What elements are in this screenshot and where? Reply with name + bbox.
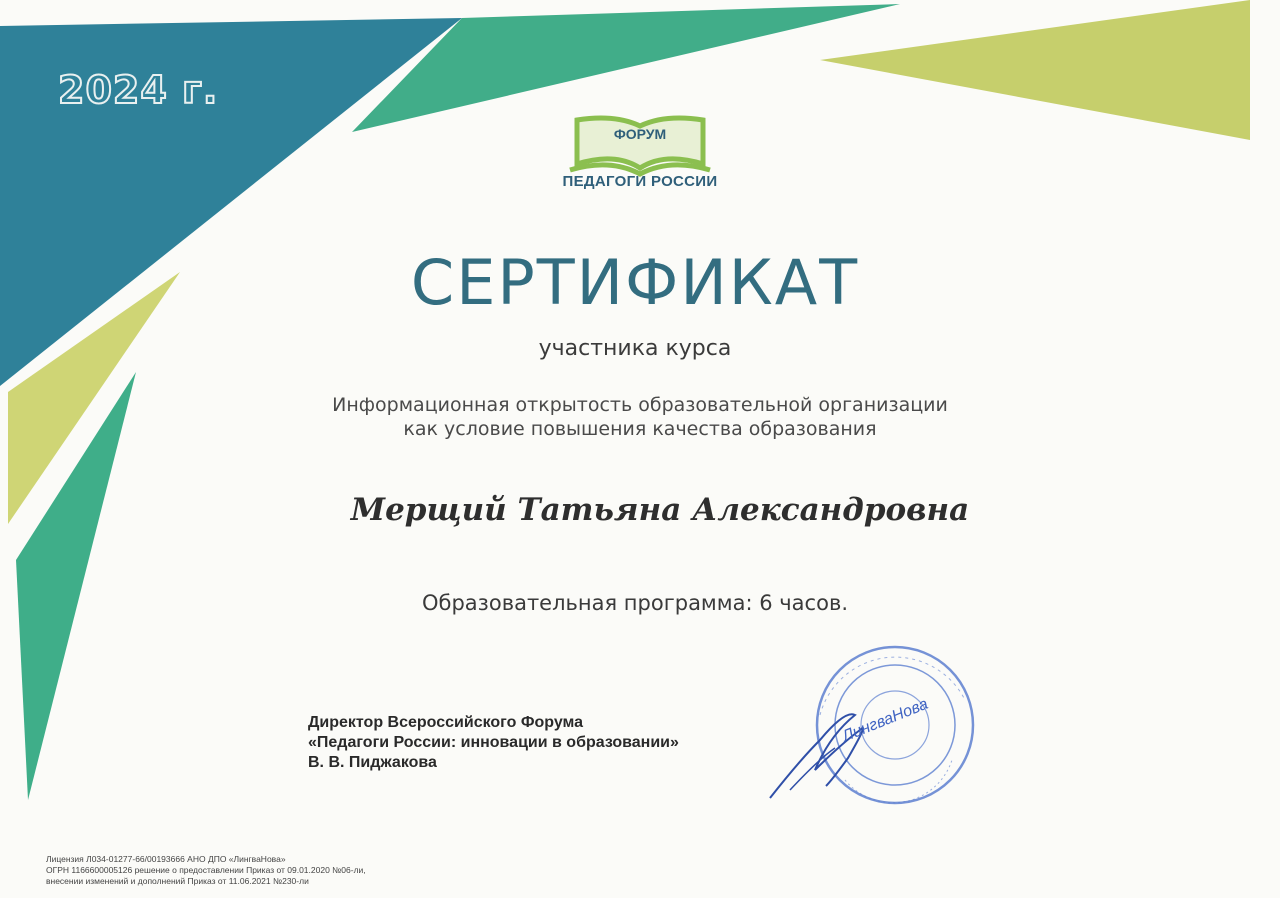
certificate-subtitle: участника курса [538, 336, 732, 361]
license-line: Лицензия Л034-01277-66/00193666 АНО ДПО «ЛингваНова» [46, 854, 286, 864]
certificate-title: СЕРТИФИКАТ [410, 246, 860, 319]
director-line: Директор Всероссийского Форума [308, 714, 584, 731]
year-label: 2024 г. [58, 68, 219, 112]
director-name: В. В. Пиджакова [308, 754, 437, 771]
director-line: «Педагоги России: инновации в образовании» [308, 734, 679, 751]
logo-top-text: ФОРУМ [613, 126, 667, 142]
recipient-name: Мерщий Татьяна Александровна [350, 492, 970, 528]
course-line: Информационная открытость образовательной организации [332, 394, 948, 416]
license-line: внесении изменений и дополнений Приказ от 11.06.2021 №230-ли [46, 876, 309, 886]
director-signature-block [308, 713, 778, 773]
logo-bottom-text: ПЕДАГОГИ РОССИИ [562, 173, 718, 190]
stamp-center-text: ЛингваНова [839, 695, 931, 746]
forum-logo [525, 112, 755, 202]
license-line: ОГРН 1166600005126 решение о предоставлении Приказ от 09.01.2020 №06-ли, [46, 865, 366, 875]
olive-top-right-band [820, 0, 1250, 140]
license-footer [46, 854, 646, 887]
course-line: как условие повышения качества образования [403, 418, 877, 440]
course-title [290, 393, 990, 441]
program-hours: Образовательная программа: 6 часов. [422, 591, 848, 615]
